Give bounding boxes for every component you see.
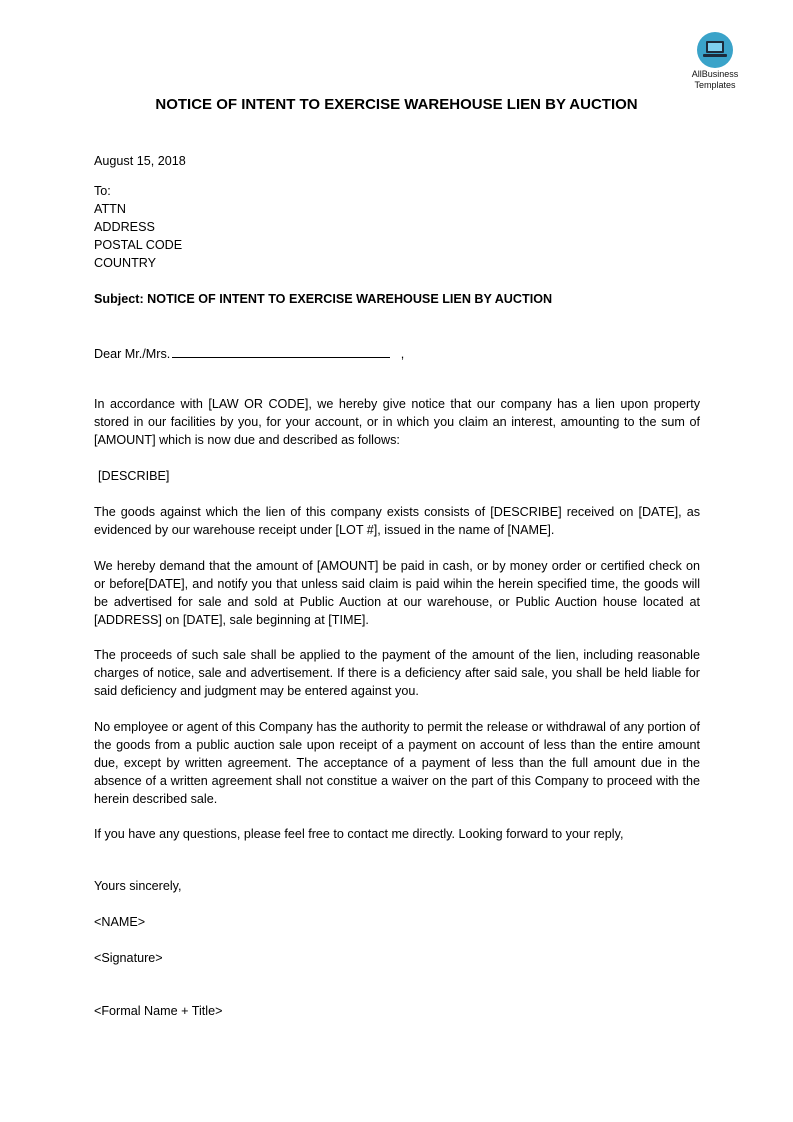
recipient-attn: ATTN: [94, 202, 126, 216]
closing-name: <NAME>: [94, 915, 146, 929]
recipient-country: COUNTRY: [94, 256, 157, 270]
salutation-suffix: ,: [400, 347, 405, 361]
letter-date: August 15, 2018: [94, 154, 186, 168]
salutation-prefix: Dear Mr./Mrs.: [94, 347, 171, 361]
document-title: NOTICE OF INTENT TO EXERCISE WAREHOUSE LIEN BY AUCTION: [155, 96, 638, 113]
laptop-icon: [697, 32, 733, 68]
salutation: [94, 344, 700, 363]
recipient-address: ADDRESS: [94, 220, 155, 234]
paragraph-2: The goods against which the lien of this company exists consists of [DESCRIBE] received on [DATE], as evidenced by our warehouse receipt under [LOT #], issued in the name of [NAME].: [94, 505, 700, 537]
paragraph-4: The proceeds of such sale shall be applied to the payment of the amount of the lien, including reasonable charges of notice, sale and advertisement. If there is a deficiency after said sale, you shall be held liable for said deficiency and judgment may be entered against you.: [94, 648, 700, 698]
allbusiness-logo: [676, 32, 754, 90]
logo-line-1: AllBusiness: [691, 69, 739, 79]
paragraph-3: We hereby demand that the amount of [AMOUNT] be paid in cash, or by money order or certified check on or before[DATE], and notify you that unless said claim is paid wihin the herein specified time, the goods will be advertised for sale and sold at Public Auction at our warehouse, or Public Auction house located at [ADDRESS] on [DATE], sale beginning at [TIME].: [94, 559, 700, 627]
paragraph-6: If you have any questions, please feel free to contact me directly. Looking forward to your reply,: [94, 827, 624, 841]
subject-line: Subject: NOTICE OF INTENT TO EXERCISE WAREHOUSE LIEN BY AUCTION: [94, 292, 553, 306]
recipient-postal-code: POSTAL CODE: [94, 238, 183, 252]
sign-off: Yours sincerely,: [94, 879, 182, 893]
closing-signature: <Signature>: [94, 951, 163, 965]
closing-formal-name: <Formal Name + Title>: [94, 1004, 223, 1018]
name-blank-line: [172, 344, 390, 358]
paragraph-1: In accordance with [LAW OR CODE], we hereby give notice that our company has a lien upon property stored in our facilities by you, for your account, or in which you claim an interest, amounting to the sum of [AMOUNT] which is now due and described as follows:: [94, 397, 700, 447]
recipient-to: To:: [94, 184, 111, 198]
paragraph-5: No employee or agent of this Company has the authority to permit the release or withdrawal of any portion of the goods from a public auction sale upon receipt of a payment on account of less than the entire amount due, except by written agreement. The acceptance of a payment of less than the full amount due in the absence of a written agreement shall not constitue a waiver on the part of this Company to proceed with the herein described sale.: [94, 720, 700, 806]
logo-line-2: Templates: [694, 80, 736, 90]
paragraph-describe: [DESCRIBE]: [98, 469, 170, 483]
